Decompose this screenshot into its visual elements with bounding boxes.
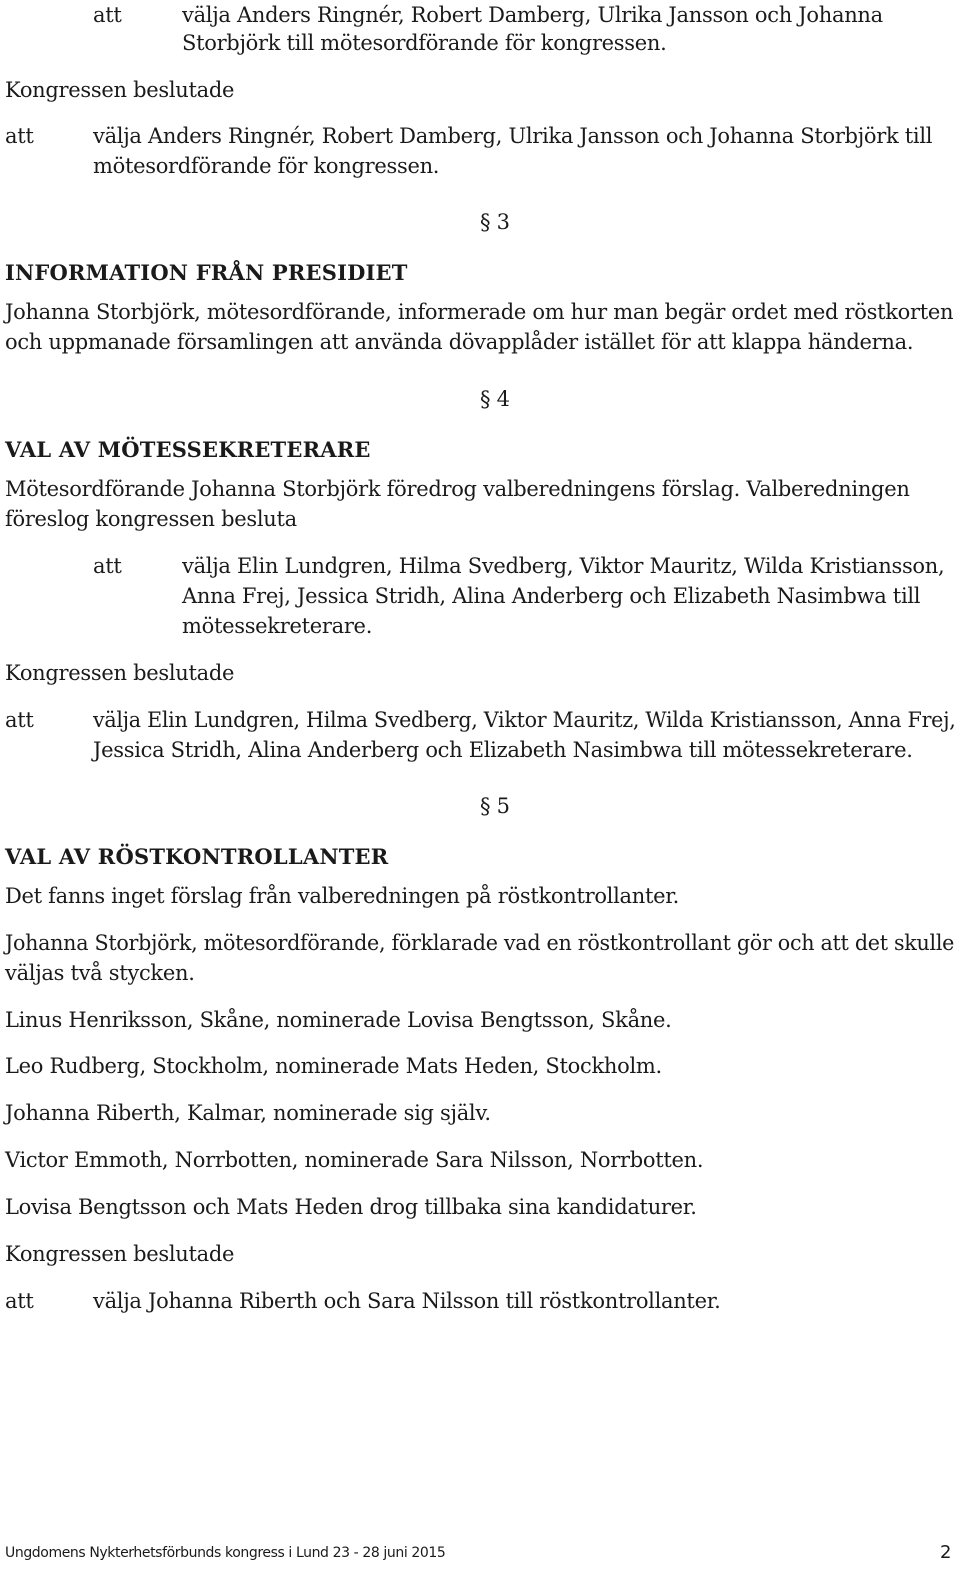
proposal-text-line: Storbjörk till mötesordförande för kongressen. xyxy=(182,31,667,55)
paragraph-line: Linus Henriksson, Skåne, nominerade Lovisa Bengtsson, Skåne. xyxy=(5,1008,672,1032)
resolution-text-line: välja Anders Ringnér, Robert Damberg, Ulrika Jansson och Johanna Storbjörk till xyxy=(93,124,933,148)
paragraph-line: Johanna Riberth, Kalmar, nominerade sig själv. xyxy=(5,1101,491,1125)
paragraph-line: Leo Rudberg, Stockholm, nominerade Mats Heden, Stockholm. xyxy=(5,1054,662,1078)
section-number: § 5 xyxy=(480,794,510,818)
decision-label: Kongressen beslutade xyxy=(5,661,235,685)
paragraph-line: Victor Emmoth, Norrbotten, nominerade Sara Nilsson, Norrbotten. xyxy=(5,1148,704,1172)
resolution-text-line: Jessica Stridh, Alina Anderberg och Elizabeth Nasimbwa till mötessekreterare. xyxy=(93,738,913,762)
paragraph-line: Johanna Storbjörk, mötesordförande, förklarade vad en röstkontrollant gör och att det skulle xyxy=(5,931,955,955)
resolution-att-label: att xyxy=(5,708,34,732)
paragraph-line: Johanna Storbjörk, mötesordförande, informerade om hur man begär ordet med röstkorten xyxy=(5,300,954,324)
proposal-text-line: välja Anders Ringnér, Robert Damberg, Ulrika Jansson och Johanna xyxy=(182,3,883,27)
proposal-att-label: att xyxy=(93,554,122,578)
decision-label: Kongressen beslutade xyxy=(5,78,235,102)
proposal-text-line: Anna Frej, Jessica Stridh, Alina Anderberg och Elizabeth Nasimbwa till xyxy=(182,584,921,608)
resolution-text-line: välja Elin Lundgren, Hilma Svedberg, Viktor Mauritz, Wilda Kristiansson, Anna Frej, xyxy=(93,708,956,732)
paragraph-line: och uppmanade församlingen att använda dövapplåder istället för att klappa händerna. xyxy=(5,330,914,354)
paragraph-line: Det fanns inget förslag från valberedningen på röstkontrollanter. xyxy=(5,884,680,908)
proposal-text-line: mötessekreterare. xyxy=(182,614,373,638)
page-footer: Ungdomens Nykterhetsförbunds kongress i Lund 23 - 28 juni 2015 xyxy=(5,1545,446,1561)
section-heading: VAL AV RÖSTKONTROLLANTER xyxy=(5,844,389,869)
page-number: 2 xyxy=(940,1542,952,1563)
resolution-att-label: att xyxy=(5,124,34,148)
paragraph-line: föreslog kongressen besluta xyxy=(5,507,297,531)
paragraph-line: Mötesordförande Johanna Storbjörk föredrog valberedningens förslag. Valberedningen xyxy=(5,477,910,501)
section-heading: INFORMATION FRÅN PRESIDIET xyxy=(5,260,408,285)
resolution-att-label: att xyxy=(5,1289,34,1313)
decision-label: Kongressen beslutade xyxy=(5,1242,235,1266)
section-number: § 4 xyxy=(480,387,510,411)
paragraph-line: väljas två stycken. xyxy=(5,961,195,985)
proposal-text-line: välja Elin Lundgren, Hilma Svedberg, Viktor Mauritz, Wilda Kristiansson, xyxy=(182,554,945,578)
section-heading: VAL AV MÖTESSEKRETERARE xyxy=(5,437,371,462)
resolution-text-line: mötesordförande för kongressen. xyxy=(93,154,440,178)
paragraph-line: Lovisa Bengtsson och Mats Heden drog tillbaka sina kandidaturer. xyxy=(5,1195,697,1219)
section-number: § 3 xyxy=(480,210,510,234)
resolution-text-line: välja Johanna Riberth och Sara Nilsson till röstkontrollanter. xyxy=(93,1289,721,1313)
proposal-att-label: att xyxy=(93,3,122,27)
